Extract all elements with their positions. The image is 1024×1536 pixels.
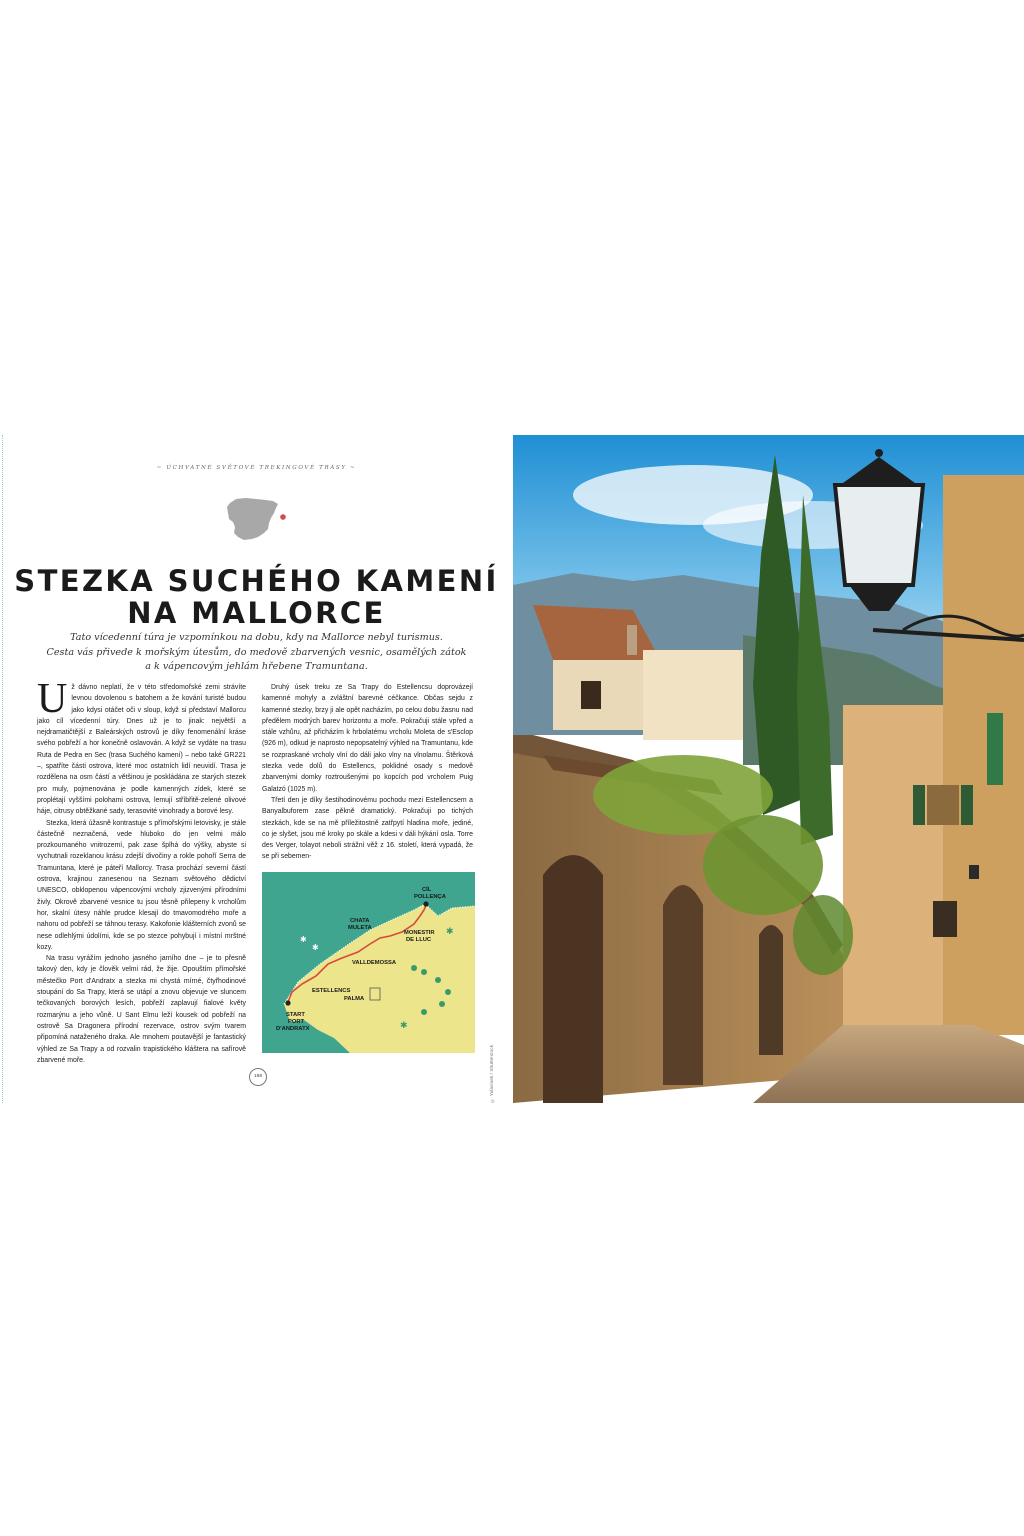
spain-silhouette [227, 498, 278, 540]
street-photo [513, 435, 1024, 1103]
map-label-pollenca: POLLENÇA [414, 894, 446, 900]
right-house-upper [943, 475, 1024, 1035]
lede-line-1: Tato vícedenní túra je vzpomínkou na dobu, kdy na Mallorce nebyl turismus. [70, 632, 443, 643]
paragraph: Stezka, která úžasně kontrastuje s přímořskými letovisky, je stále částečně neznačená, vede hluboko do jen velmi málo prozkoumaného vnitrozemí, pak zase šplhá do výšky, abyste si vychutnali rozeklanou krásu zdejší divočiny a rokle pohoří Serra de Tramuntana, které je páteří Mallorcy. Trasa prochází severní částí ostrova, krajinou zanesenou na Seznam světového dědictví UNESCO, obklopenou vápencovými vrcholy zjizvenými přírodními živly. Okrově zbarvené vesnice tu jsou těsně přilepeny k vrcholům hor, skalní útesy náhle prudce klesají do tmavomodrého moře a nahoru od pobřeží se táhnou terasy. Kakofonie klášterních zvonů se nese odlehlými údolími, kde se po stezce pohybují i místní mrštné kozy. [37, 819, 246, 951]
spain-locator-map [226, 493, 288, 545]
tree-icon [421, 969, 427, 975]
map-label-chata: CHATA [350, 918, 370, 924]
lede-line-2: Cesta vás přivede k mořským útesům, do medově zbarvených vesnic, osamělých zátok [46, 646, 467, 658]
arched-doorway [543, 855, 603, 1103]
greenery [793, 895, 853, 975]
tree-icon [439, 1001, 445, 1007]
route-map [262, 872, 475, 1053]
lede-line-3: a k vápencovým jehlám hřebene Tramuntana. [145, 661, 368, 672]
window [581, 681, 601, 709]
finish-marker [423, 901, 428, 906]
paragraph [37, 676, 246, 818]
map-label-muleta: MULETA [348, 925, 372, 931]
palm-icon: ✱ [312, 943, 319, 952]
page-number: 198 [249, 1068, 267, 1086]
map-label-valldemossa: VALLDEMOSSA [352, 960, 397, 966]
left-page [0, 435, 513, 1103]
tree-icon [411, 965, 417, 971]
map-label-estellencs: ESTELLENCS [312, 988, 351, 994]
paragraph-text: ž dávno neplatí, že v této středomořské zemi strávíte levnou dovolenou s batohem a že kování turisté budou jako kdysi otáčet oči v sloup, když si představí Mallorcu jako cíl vícedenní túry. Dnes už je to jinak: největší a nejdramatičtější z Baleárských ostrovů je díky fenomenální kráse svého pobřeží a hor konečně oslavován. A když se vydáte na trasu Ruta de Pedra en Sec (trasa Suchého kamení) – nebo také GR221 –, spatříte části ostrova, které moc ostatních lidí neuvidí. Trasa je rozdělena na osm částí a většinou je poskládána ze starých stezek pro muly, pojmenována je podle kamenných zídek, které se proplétají vyššími polohami ostrova, lemují stříbřitě-zelené olivové háje, citrusy obtěžkané sady, terasovité vinohrady a borové lesy. [37, 684, 246, 816]
section-kicker: ~ ÚCHVATNÉ SVĚTOVÉ TREKINGOVÉ TRASY ~ [156, 465, 357, 471]
chimney [627, 625, 637, 655]
page-edge [2, 435, 3, 1103]
palm-icon: ✱ [400, 1020, 408, 1030]
green-shutter [987, 713, 1003, 785]
magazine-spread [0, 435, 1024, 1103]
photo-credit: © Yulasinek / Shutterstock [490, 1045, 495, 1103]
tree-icon [445, 989, 451, 995]
paragraph: Na trasu vyrážím jednoho jasného jarního dne – je to přesně takový den, kdy je člověk velmi rád, že žije. Opouštím přímořské městečko Port d'Andratx a stezka mi chystá mírné, čtyřhodinové stoupání do Sa Trapy, která se utápí a znovu objevuje ve sluncem tečkovaných borových lesích, pobřeží zaplavují fialové květy rozmarýnu a jeho vůně. U Sant Elmu leží kousek od pobřeží na ostrově Sa Dragonera přírodní rezervace, ostrov svým tvarem připomíná nataženého draka. Ale mnohem poutavější je fantastický výhled ze Sa Trapy a od rozvalin trapistického kláštera na safírově zbarvené moře. [37, 955, 246, 1064]
body-column-right [262, 682, 473, 863]
map-label-andratx: D'ANDRATX [276, 1026, 310, 1032]
map-label-monestir: MONESTIR [404, 930, 435, 936]
green-shutter [961, 785, 973, 825]
photo-illustration [513, 435, 1024, 1103]
left-house-2 [643, 650, 743, 740]
drop-cap: U [37, 676, 68, 722]
arched-doorway [663, 885, 703, 1085]
palm-icon: ✱ [446, 926, 454, 936]
start-marker [285, 1000, 290, 1005]
map-label-cil: CÍL [422, 887, 432, 893]
kicker-text: ÚCHVATNÉ SVĚTOVÉ TREKINGOVÉ TRASY [166, 465, 347, 471]
article-title [0, 565, 513, 629]
map-label-palma: PALMA [344, 996, 365, 1002]
paragraph: Druhý úsek treku ze Sa Trapy do Estellencsu doprovázejí kamenné mohyly a zvláštní barevné céčkance. Občas sejdu z kamenné stezky, brzy ji ale opět nacházím, po celou dobu žasnu nad předělem modrých barev horizontu a moře. Pokračuji stále vpřed a stále vzhůru, až přicházím k hrbolatému vrcholu Moleta de s'Esclop (926 m), odkud je naprosto nepopsatelný výhled na Tramuntanu, kde se rozpraskané vrcholy vlní do dáli jako vlny na vlnolamu. Štěrková stezka vede dolů do Estellencs, poklidné osady s medově zbarvenými domky roztroušenými po kopcích pod vrcholem Puig Galatzó (1025 m). [262, 684, 473, 793]
title-line-2: NA MALLORCE [127, 596, 386, 630]
arched-doorway [759, 925, 783, 1055]
tree-icon [435, 977, 441, 983]
tree-icon [421, 1009, 427, 1015]
greenery [703, 815, 823, 915]
map-label-port: PORT [288, 1019, 305, 1025]
paragraph: Třetí den je díky šestihodinovému pochodu mezi Estellencsem a Banyalbuforem zase pěkně dramatický. Pokračuji po tichých stezkách, kde se na mě příležitostně zatřpytí hladina moře, jediné, co je slyšet, jsou mé kroky po skále a kdesi v dáli hýkání osla. Torre des Verger, tolayot neboli strážní věž z 16. století, která vypadá, že se při sebemen- [262, 796, 473, 861]
street-lamp [835, 485, 923, 585]
map-label-start: START [286, 1012, 305, 1018]
article-lede [40, 631, 473, 675]
mallorca-marker [280, 514, 286, 520]
palm-icon: ✱ [300, 935, 307, 944]
window [927, 785, 959, 825]
map-label-lluc: DE LLUC [406, 937, 432, 943]
wall-lamp [969, 865, 979, 879]
barred-window [933, 901, 957, 937]
title-line-1: STEZKA SUCHÉHO KAMENÍ [14, 564, 499, 598]
green-shutter [913, 785, 925, 825]
lamp-finial [875, 449, 883, 457]
body-column-left [37, 676, 246, 1066]
